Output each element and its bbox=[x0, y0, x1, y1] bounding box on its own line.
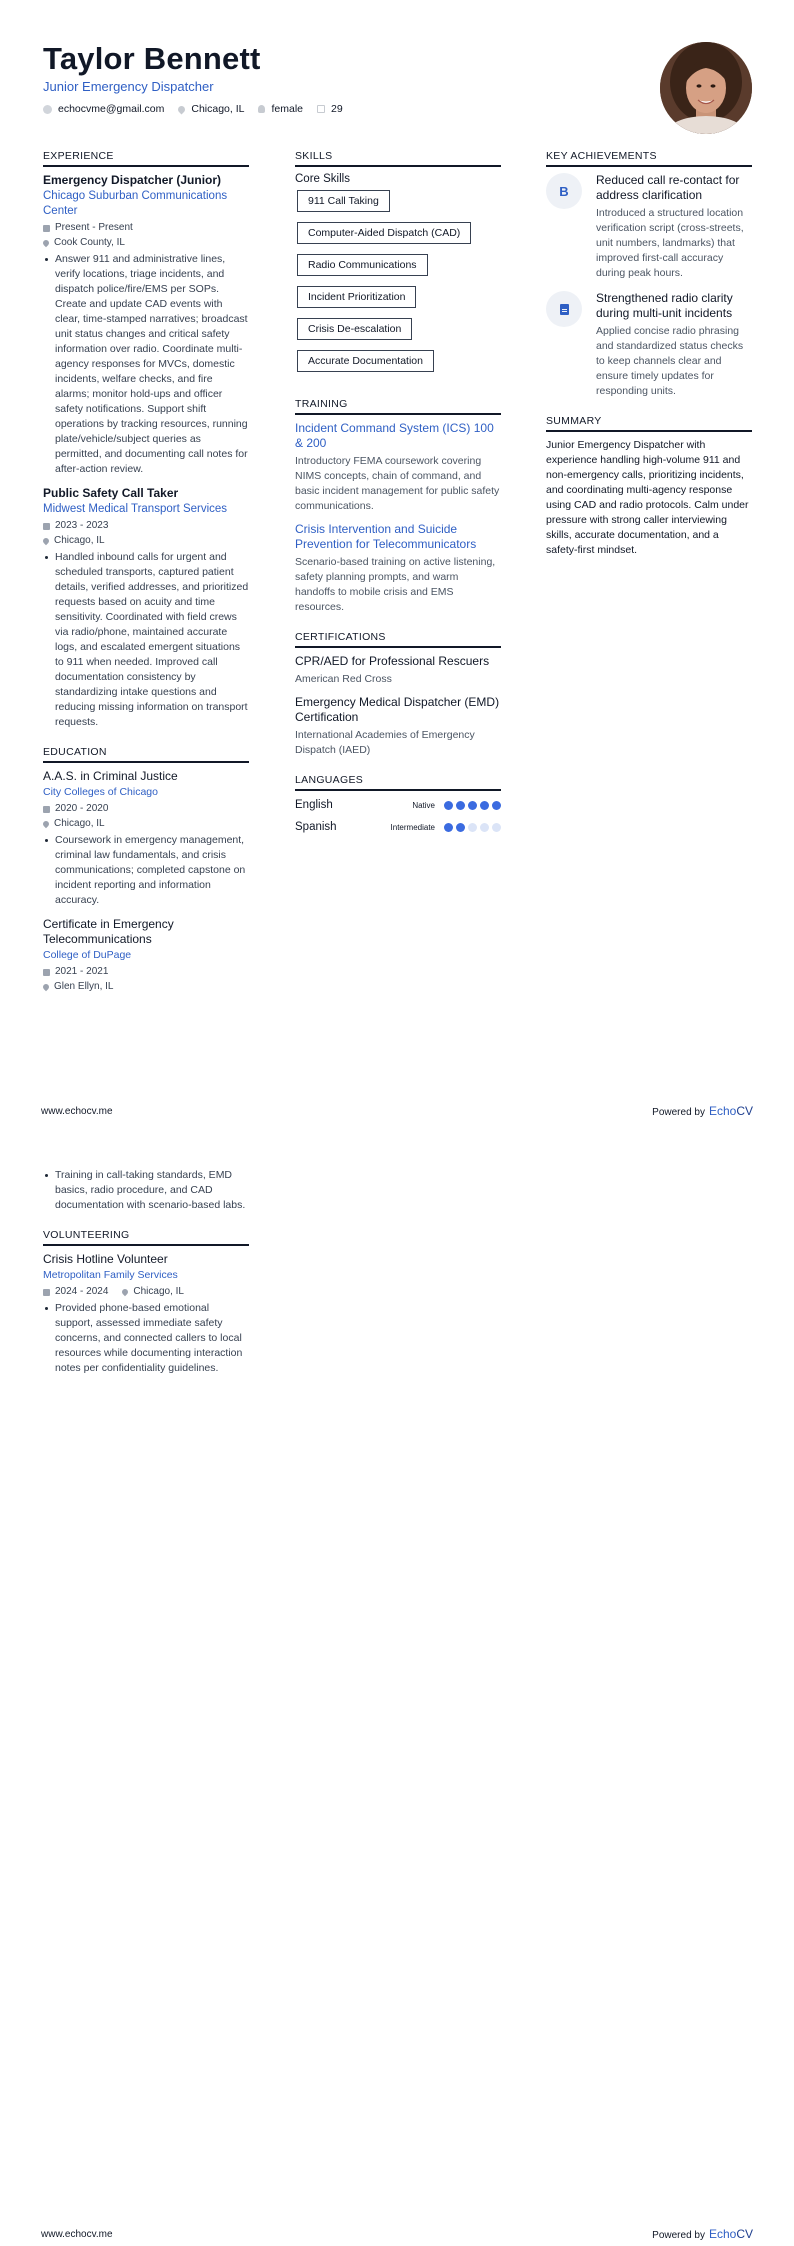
achievement-item bbox=[546, 291, 752, 399]
brand-part-2: CV bbox=[736, 1104, 753, 1118]
skill-tag: Computer-Aided Dispatch (CAD) bbox=[297, 222, 471, 244]
dates-text: 2023 - 2023 bbox=[55, 520, 109, 531]
proficiency-dot-filled bbox=[492, 801, 501, 810]
dates-text: 2021 - 2021 bbox=[55, 966, 109, 977]
powered-by bbox=[652, 2227, 753, 2241]
edu-bullets bbox=[43, 1168, 249, 1213]
brand-part-2: CV bbox=[736, 2227, 753, 2241]
dates-text: Present - Present bbox=[55, 222, 133, 233]
languages-heading: LANGUAGES bbox=[295, 774, 501, 791]
candidate-name: Taylor Bennett bbox=[43, 41, 261, 76]
footer-site-link[interactable]: www.echocv.me bbox=[41, 2228, 113, 2240]
profile-photo bbox=[660, 42, 752, 134]
edu-location bbox=[43, 818, 249, 830]
proficiency-dot-filled bbox=[456, 823, 465, 832]
summary-section bbox=[546, 415, 752, 558]
employer: Midwest Medical Transport Services bbox=[43, 503, 228, 515]
languages-section bbox=[295, 774, 501, 835]
powered-by bbox=[652, 1104, 753, 1118]
volunteer-bullets bbox=[43, 1301, 249, 1376]
document-icon bbox=[546, 291, 582, 327]
employer: Chicago Suburban Communications Center bbox=[43, 190, 228, 217]
powered-by-label: Powered by bbox=[652, 1107, 705, 1118]
achievement-description: Introduced a structured location verification script (cross-streets, unit numbers, landmarks) that improved first-call accuracy during peak hours. bbox=[596, 207, 744, 279]
training-description: Introductory FEMA coursework covering NIMS concepts, chain of command, and basic incident management for public safety communications. bbox=[295, 455, 500, 512]
profile-photo-illustration bbox=[660, 42, 752, 134]
education-entry bbox=[43, 917, 249, 993]
location-pin-icon bbox=[42, 820, 50, 828]
job-dates bbox=[43, 520, 249, 532]
proficiency-dot-empty bbox=[480, 823, 489, 832]
location-text: Chicago, IL bbox=[191, 103, 245, 115]
proficiency-dot-filled bbox=[480, 801, 489, 810]
calendar-icon bbox=[43, 523, 50, 530]
proficiency-dot-filled bbox=[456, 801, 465, 810]
job-location bbox=[43, 535, 249, 547]
page-footer bbox=[41, 1104, 753, 1118]
skills-heading: SKILLS bbox=[295, 150, 501, 167]
experience-entry bbox=[43, 486, 249, 730]
contact-gender bbox=[258, 103, 303, 115]
volunteer-meta bbox=[43, 1286, 249, 1298]
bullet-item: Handled inbound calls for urgent and scheduled transports, captured patient details, verified addresses, and prioritized requests based on acuity and time sensitivity. Coordinated with field crews via radio/phone, maintained accurate logs, and escalated emergent situations to 911 when needed. Improved call documentation consistency by standardizing intake questions and reducing missing information on transport requests. bbox=[43, 550, 249, 730]
proficiency-dot-filled bbox=[444, 801, 453, 810]
page-footer bbox=[41, 2227, 753, 2241]
calendar-icon bbox=[43, 806, 50, 813]
location-text: Chicago, IL bbox=[54, 535, 105, 546]
job-location bbox=[43, 237, 249, 249]
email-text: echocvme@gmail.com bbox=[58, 103, 165, 115]
language-proficiency bbox=[412, 801, 501, 810]
proficiency-dots bbox=[441, 801, 501, 810]
job-title: Public Safety Call Taker bbox=[43, 486, 179, 500]
candidate-role: Junior Emergency Dispatcher bbox=[43, 79, 214, 94]
certification-issuer: American Red Cross bbox=[295, 673, 392, 685]
location-pin-icon bbox=[177, 104, 187, 114]
location-pin-icon bbox=[42, 983, 50, 991]
echocv-logo[interactable] bbox=[709, 1104, 753, 1118]
proficiency-dot-filled bbox=[444, 823, 453, 832]
location-text: Glen Ellyn, IL bbox=[54, 981, 114, 992]
location-pin-icon bbox=[121, 1288, 129, 1296]
achievement-item bbox=[546, 173, 752, 281]
skills-section bbox=[295, 150, 501, 382]
achievements-section bbox=[546, 150, 752, 399]
experience-entry bbox=[43, 173, 249, 477]
bullet-item: Provided phone-based emotional support, assessed immediate safety concerns, and connected callers to local resources while documenting interaction notes per confidentiality guidelines. bbox=[43, 1301, 249, 1376]
bullet-item: Answer 911 and administrative lines, verify locations, triage incidents, and dispatch police/fire/EMS per SOPs. Create and update CAD events with clear, time-stamped narratives; broadcast unit status changes and critical safety information over radio. Coordinate multi-agency responses for MVCs, domestic incidents, welfare checks, and fire alarms; monitor hold-ups and officer safety notifications. Support shift operations by tracking resources, running plate/vehicle/subject queries as permitted, and documenting call notes for after-action review. bbox=[43, 252, 249, 477]
powered-by-label: Powered by bbox=[652, 2230, 705, 2241]
volunteering-section bbox=[43, 1229, 249, 1376]
letter-b-icon: B bbox=[546, 173, 582, 209]
skill-tag: Accurate Documentation bbox=[297, 350, 434, 372]
achievement-body bbox=[596, 291, 752, 399]
experience-heading: EXPERIENCE bbox=[43, 150, 249, 167]
summary-text: Junior Emergency Dispatcher with experience handling high-volume 911 and non-emergency calls, prioritizing incidents, and coordinating multi-agency response using CAD and radio protocols. Calm under pressure with strong caller interviewing skills, accurate documentation, and a safety-first mindset. bbox=[546, 439, 749, 556]
volunteering-entry bbox=[43, 1252, 249, 1376]
calendar-icon bbox=[43, 969, 50, 976]
certifications-heading: CERTIFICATIONS bbox=[295, 631, 501, 648]
volunteer-org: Metropolitan Family Services bbox=[43, 1269, 178, 1281]
location-text: Chicago, IL bbox=[133, 1286, 184, 1297]
proficiency-dot-filled bbox=[468, 801, 477, 810]
certification-issuer: International Academies of Emergency Dispatch (IAED) bbox=[295, 729, 475, 756]
person-icon bbox=[258, 105, 265, 113]
location-pin-icon bbox=[42, 537, 50, 545]
summary-heading: SUMMARY bbox=[546, 415, 752, 432]
left-column-continued bbox=[43, 1165, 249, 1392]
edu-dates bbox=[43, 966, 249, 978]
brand-part-1: Echo bbox=[708, 1104, 737, 1118]
location-pin-icon bbox=[42, 239, 50, 247]
bullet-item: Coursework in emergency management, criminal law fundamentals, and crisis communications; completed capstone on incident reporting and information accuracy. bbox=[43, 833, 249, 908]
language-name: English bbox=[295, 799, 333, 811]
echocv-logo[interactable] bbox=[709, 2227, 753, 2241]
edu-bullets bbox=[43, 833, 249, 908]
school: City Colleges of Chicago bbox=[43, 786, 158, 798]
degree-title: Certificate in Emergency Telecommunications bbox=[43, 917, 174, 946]
bullet-item: Training in call-taking standards, EMD basics, radio procedure, and CAD documentation with scenario-based labs. bbox=[43, 1168, 249, 1213]
training-description: Scenario-based training on active listening, safety planning prompts, and warm handoffs to mobile crisis and EMS resources. bbox=[295, 556, 496, 613]
achievement-title: Reduced call re-contact for address clarification bbox=[596, 173, 740, 202]
education-entry bbox=[43, 769, 249, 908]
training-title: Incident Command System (ICS) 100 & 200 bbox=[295, 421, 494, 450]
calendar-icon bbox=[317, 105, 325, 113]
contact-location bbox=[178, 103, 244, 115]
language-row bbox=[295, 797, 501, 813]
volunteering-heading: VOLUNTEERING bbox=[43, 1229, 249, 1246]
contact-age bbox=[317, 103, 343, 115]
language-name: Spanish bbox=[295, 821, 337, 833]
achievement-title: Strengthened radio clarity during multi-unit incidents bbox=[596, 291, 733, 320]
resume-page-2 bbox=[0, 1123, 794, 2246]
gender-text: female bbox=[271, 103, 303, 115]
certification-title: CPR/AED for Professional Rescuers bbox=[295, 654, 490, 668]
proficiency-dot-empty bbox=[468, 823, 477, 832]
footer-site-link[interactable]: www.echocv.me bbox=[41, 1105, 113, 1117]
achievement-description: Applied concise radio phrasing and standardized status checks to keep channels clear and ensure timely updates for responding units. bbox=[596, 325, 744, 397]
dates-text: 2020 - 2020 bbox=[55, 803, 109, 814]
training-section bbox=[295, 398, 501, 615]
education-section bbox=[43, 746, 249, 993]
education-heading: EDUCATION bbox=[43, 746, 249, 763]
left-column bbox=[43, 150, 249, 1009]
location-text: Chicago, IL bbox=[54, 818, 105, 829]
language-level: Intermediate bbox=[390, 822, 435, 832]
skill-tag: Crisis De-escalation bbox=[297, 318, 412, 340]
volunteer-role: Crisis Hotline Volunteer bbox=[43, 1252, 168, 1266]
job-bullets bbox=[43, 550, 249, 730]
brand-part-1: Echo bbox=[708, 2227, 737, 2241]
certifications-section bbox=[295, 631, 501, 758]
language-row bbox=[295, 819, 501, 835]
edu-dates bbox=[43, 803, 249, 815]
skill-tag: Incident Prioritization bbox=[297, 286, 416, 308]
proficiency-dots bbox=[441, 823, 501, 832]
job-title: Emergency Dispatcher (Junior) bbox=[43, 173, 222, 187]
training-title: Crisis Intervention and Suicide Prevention for Telecommunicators bbox=[295, 522, 477, 551]
degree-title: A.A.S. in Criminal Justice bbox=[43, 769, 178, 783]
skills-group-label: Core Skills bbox=[295, 173, 350, 185]
age-text: 29 bbox=[331, 103, 343, 115]
contact-row bbox=[43, 103, 643, 115]
achievement-body bbox=[596, 173, 752, 281]
proficiency-dot-empty bbox=[492, 823, 501, 832]
job-dates bbox=[43, 222, 249, 234]
edu-location bbox=[43, 981, 249, 993]
job-bullets bbox=[43, 252, 249, 477]
skill-tag: Radio Communications bbox=[297, 254, 428, 276]
language-level: Native bbox=[412, 800, 435, 810]
location-text: Cook County, IL bbox=[54, 237, 125, 248]
resume-header bbox=[43, 40, 643, 115]
school: College of DuPage bbox=[43, 949, 132, 961]
contact-email[interactable] bbox=[43, 103, 164, 115]
skill-tags bbox=[295, 190, 501, 382]
right-column bbox=[546, 150, 752, 574]
certification-title: Emergency Medical Dispatcher (EMD) Certification bbox=[295, 695, 500, 724]
language-proficiency bbox=[391, 823, 501, 832]
middle-column bbox=[295, 150, 501, 851]
dates-text: 2024 - 2024 bbox=[55, 1286, 109, 1297]
email-icon bbox=[43, 105, 52, 114]
achievements-heading: KEY ACHIEVEMENTS bbox=[546, 150, 752, 167]
calendar-icon bbox=[43, 225, 50, 232]
skill-tag: 911 Call Taking bbox=[297, 190, 390, 212]
calendar-icon bbox=[43, 1289, 50, 1296]
experience-section bbox=[43, 150, 249, 730]
training-heading: TRAINING bbox=[295, 398, 501, 415]
document-glyph bbox=[560, 304, 569, 315]
